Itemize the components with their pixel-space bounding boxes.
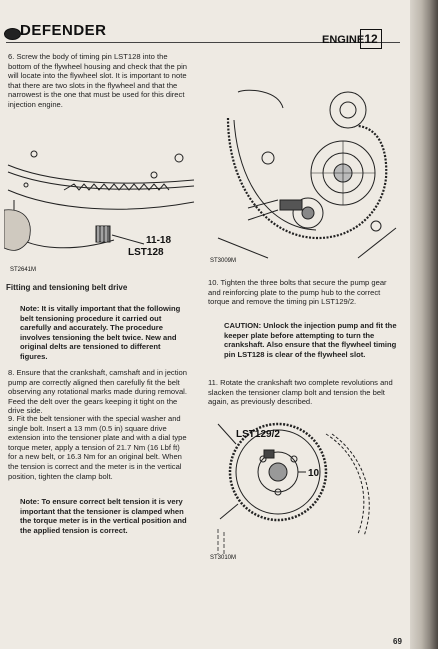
section-number: 12 bbox=[360, 29, 382, 49]
note-tension-clamp: Note: To ensure correct belt tension it is very important that the tensioner is clamped when the torque meter is in the vertical position and the applied tension is correct. bbox=[20, 497, 187, 535]
step-6-text: 6. Screw the body of timing pin LST128 into the bottom of the flywheel housing and check that the pin will locate into the flywheel slot. It is important to note that there are two slots in the flywheel and that the narrowest is the one that must be used for this direct injection engine. bbox=[8, 52, 187, 109]
figure1-code: ST2641M bbox=[10, 267, 37, 273]
figure-timing-belt-assembly bbox=[208, 88, 400, 264]
figure-flywheel-timing-pin bbox=[4, 140, 200, 275]
land-rover-logo-icon bbox=[4, 28, 21, 40]
figure3-label-lst129-2: LST129/2 bbox=[236, 429, 280, 440]
figure3-label-10: 10 bbox=[308, 468, 320, 479]
caution-injection-pump: CAUTION: Unlock the injection pump and fit the keeper plate before attempting to turn the crankshaft. Also ensure that the flywheel timing pin LST128 is clear of the flywheel slot. bbox=[224, 321, 397, 359]
section-title: ENGINE bbox=[322, 34, 365, 46]
figure3-code: ST3010M bbox=[210, 555, 237, 561]
section-heading: Fitting and tensioning belt drive bbox=[6, 283, 128, 292]
figure1-label-lst128: LST128 bbox=[128, 247, 164, 258]
figure1-label-11-18: 11-18 bbox=[146, 235, 172, 246]
step-8-text: 8. Ensure that the crankshaft, camshaft and in jection pump are correctly aligned then carefully fit the belt observing any rotational marks made during removal. Feed the delt over the gears keeping it tight on the drive side. bbox=[8, 368, 187, 416]
figure-pump-gear-timing-pin bbox=[208, 414, 400, 564]
book-page-edge bbox=[410, 0, 438, 649]
page-number: 69 bbox=[393, 637, 402, 646]
note-belt-tensioning: Note: It is vitally important that the following belt tensioning procedure it carried out carefully and accurately. The procedure involves tensioning the belt twice. New and original delts are tensioned to different figures. bbox=[20, 304, 181, 361]
step-11-text: 11. Rotate the crankshaft two complete revolutions and slacken the tensioner clamp bolt and tension the belt again, as previously described. bbox=[208, 378, 393, 407]
step-10-text: 10. Tighten the three bolts that secure the pump gear and reinforcing plate to the pump hub to the correct torque and remove the timing pin LST129/2. bbox=[208, 278, 387, 307]
brand-title: DEFENDER bbox=[20, 22, 107, 39]
figure2-code: ST3009M bbox=[210, 258, 237, 264]
step-9-text: 9. Fit the belt tensioner with the special washer and single bolt. Insert a 13 mm (0.5 in) square drive extension into the tensioner plate and with a dial type torque meter, apply a tension of 21.7 Nm (16 Lbf ft) for a new belt, or 16.3 Nm for an original belt. When the tension is correct and the meter is in the vertical position, tighten the clamp bolt. bbox=[8, 414, 187, 481]
